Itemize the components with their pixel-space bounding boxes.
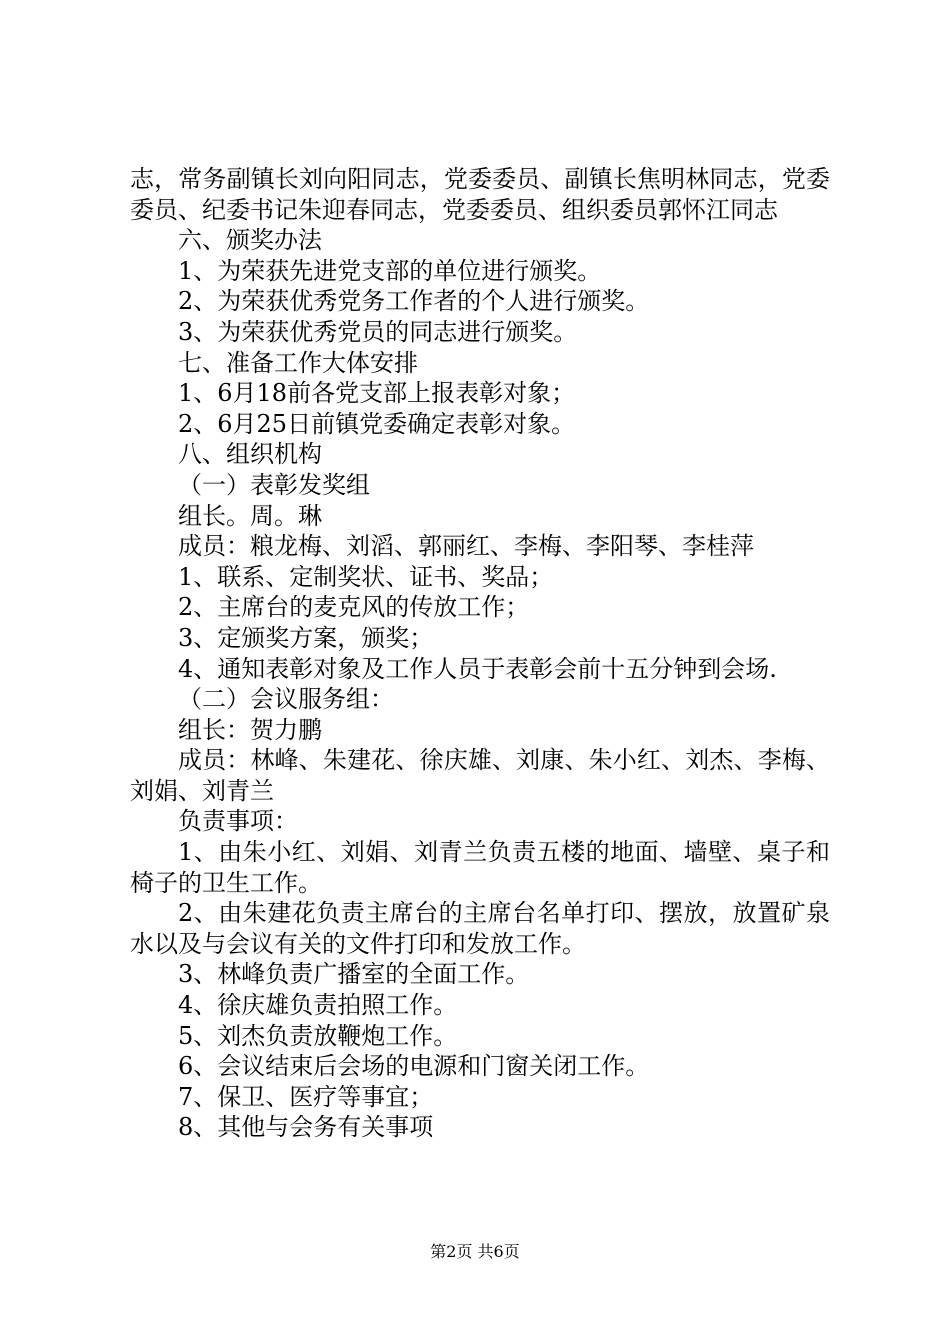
page-footer: 第2页 共6页 [430,1242,520,1261]
body-paragraph: 组长。周。琳 [178,501,322,530]
body-paragraph: 2、主席台的麦克风的传放工作； [178,593,530,622]
body-paragraph: 1、联系、定制奖状、证书、奖品； [178,562,554,591]
body-paragraph: 1、为荣获先进党支部的单位进行颁奖。 [178,256,602,285]
body-paragraph: 5、刘杰负责放鞭炮工作。 [178,1021,458,1050]
body-paragraph: 4、徐庆雄负责拍照工作。 [178,991,458,1020]
body-paragraph: 七、准备工作大体安排 [178,348,418,377]
body-paragraph: 志，常务副镇长刘向阳同志，党委委员、副镇长焦明林同志，党委委员、纪委书记朱迎春同志，党委委员、组织委员郭怀江同志 [130,165,830,224]
body-paragraph: 3、为荣获优秀党员的同志进行颁奖。 [178,317,578,346]
body-paragraph: 六、颁奖办法 [178,226,322,255]
document-body [130,164,830,1143]
body-paragraph: （二）会议服务组： [178,685,394,714]
body-paragraph: 2、6月25日前镇党委确定表彰对象。 [178,409,576,438]
body-paragraph: （一）表彰发奖组 [178,470,370,499]
body-paragraph: 1、由朱小红、刘娟、刘青兰负责五楼的地面、墙壁、桌子和椅子的卫生工作。 [130,838,830,897]
body-paragraph: 2、由朱建花负责主席台的主席台名单打印、摆放，放置矿泉水以及与会议有关的文件打印和发放工作。 [130,899,830,958]
body-paragraph: 6、会议结束后会场的电源和门窗关闭工作。 [178,1052,650,1081]
body-paragraph: 成员：林峰、朱建花、徐庆雄、刘康、朱小红、刘杰、李梅、刘娟、刘青兰 [130,746,830,805]
body-paragraph: 1、6月18前各党支部上报表彰对象； [178,379,576,408]
body-paragraph: 成员：粮龙梅、刘滔、郭丽红、李梅、李阳琴、李桂萍 [178,532,754,561]
body-paragraph: 负责事项： [178,807,298,836]
body-paragraph: 2、为荣获优秀党务工作者的个人进行颁奖。 [178,287,650,316]
body-paragraph: 8、其他与会务有关事项 [178,1113,434,1142]
body-paragraph: 3、林峰负责广播室的全面工作。 [178,960,530,989]
body-paragraph: 7、保卫、医疗等事宜； [178,1082,434,1111]
body-paragraph: 4、通知表彰对象及工作人员于表彰会前十五分钟到会场. [178,654,777,683]
body-paragraph: 3、定颁奖方案，颁奖； [178,623,434,652]
body-paragraph: 八、组织机构 [178,440,322,469]
body-paragraph: 组长：贺力鹏 [178,715,322,744]
